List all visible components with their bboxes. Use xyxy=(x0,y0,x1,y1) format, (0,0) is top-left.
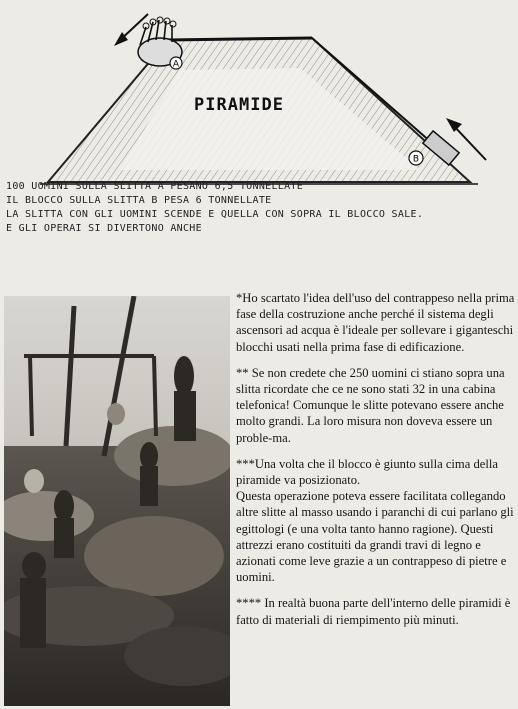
footnotes xyxy=(236,290,516,638)
historical-photo xyxy=(4,296,230,706)
note-1-text: *Ho scartato l'idea dell'uso del contrappeso nella prima fase della costruzione anche perché il sistema degli ascensori ad acqua è l'ideale per sollevare i giganteschi blocchi usati nella prima fase di edificazione. xyxy=(236,291,515,354)
note-4-text: **** In realtà buona parte dell'interno delle piramidi è fatto di materiali di riempimento più minuti. xyxy=(236,596,511,627)
sled-b-label: B xyxy=(412,154,420,165)
caption-line-2: IL BLOCCO SULLA SLITTA B PESA 6 TONNELLATE xyxy=(6,195,272,206)
pyramid-diagram xyxy=(0,0,518,200)
note-3-text-continued: Questa operazione poteva essere facilitata collegando altre slitte al masso usando i paranchi di cui parlano gli egittologi (e una volta tanto hanno ragione). Questi attrezzi erano costituiti da grandi travi di legno e azionati come leve grazie a un contrappeso di pietre e uomini. xyxy=(236,489,514,585)
note-3 xyxy=(236,456,516,586)
sled-a-label: A xyxy=(172,59,180,70)
sled-a-with-men xyxy=(138,17,182,70)
note-2 xyxy=(236,365,516,446)
diagram-caption xyxy=(6,180,516,236)
note-1 xyxy=(236,290,516,355)
arrow-down-left-icon xyxy=(114,14,148,46)
caption-line-3: LA SLITTA CON GLI UOMINI SCENDE E QUELLA CON SOPRA IL BLOCCO SALE. xyxy=(6,209,424,220)
caption-line-4: E GLI OPERAI SI DIVERTONO ANCHE xyxy=(6,223,202,234)
note-4 xyxy=(236,595,516,627)
note-3-text: ***Una volta che il blocco è giunto sulla cima della piramide va posizionato. xyxy=(236,456,498,488)
note-2-text: ** Se non credete che 250 uomini ci stiano sopra una slitta ricordate che ce ne sono stati 32 in una cabina telefonica! Comunque le slitte potevano essere anche molto grandi. La loro misura non doveva essere un proble-ma. xyxy=(236,365,505,445)
caption-line-1: 100 UOMINI SULLA SLITTA A PESANO 6,5 TONNELLATE xyxy=(6,181,304,192)
pyramid-title: PIRAMIDE xyxy=(194,95,284,115)
